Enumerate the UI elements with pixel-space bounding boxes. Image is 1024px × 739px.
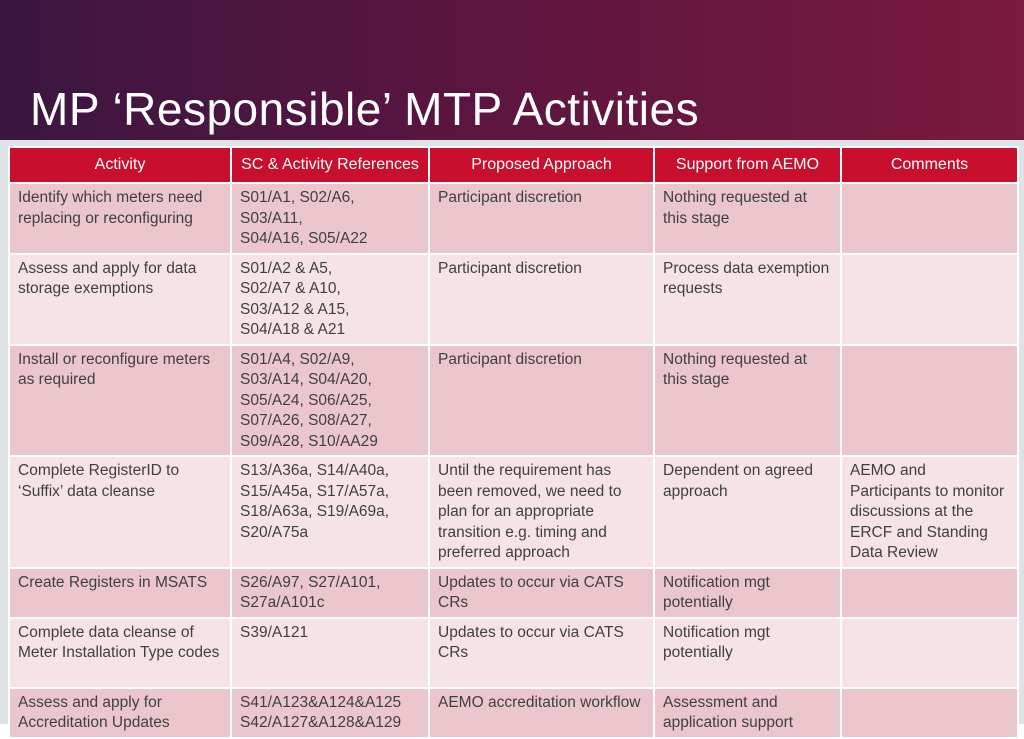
cell-references: S01/A2 & A5, S02/A7 & A10, S03/A12 & A15, S04/A18 & A21 bbox=[231, 254, 429, 345]
cell-approach: Participant discretion bbox=[429, 345, 654, 457]
cell-comments bbox=[841, 345, 1018, 457]
cell-support: Assessment and application support bbox=[654, 688, 841, 738]
cell-support: Nothing requested at this stage bbox=[654, 345, 841, 457]
cell-activity: Assess and apply for Accreditation Updates bbox=[9, 688, 231, 738]
cell-activity: Create Registers in MSATS bbox=[9, 568, 231, 618]
table-row bbox=[9, 568, 1018, 618]
table-row bbox=[9, 183, 1018, 254]
cell-activity: Install or reconfigure meters as required bbox=[9, 345, 231, 457]
cell-comments: AEMO and Participants to monitor discussions at the ERCF and Standing Data Review bbox=[841, 456, 1018, 568]
cell-approach: Updates to occur via CATS CRs bbox=[429, 568, 654, 618]
cell-references: S39/A121 bbox=[231, 618, 429, 688]
cell-approach: Updates to occur via CATS CRs bbox=[429, 618, 654, 688]
cell-approach: AEMO accreditation workflow bbox=[429, 688, 654, 738]
cell-comments bbox=[841, 254, 1018, 345]
cell-activity: Identify which meters need replacing or reconfiguring bbox=[9, 183, 231, 254]
cell-support: Notification mgt potentially bbox=[654, 618, 841, 688]
cell-comments bbox=[841, 568, 1018, 618]
header-approach: Proposed Approach bbox=[429, 147, 654, 183]
header-comments: Comments bbox=[841, 147, 1018, 183]
cell-support: Notification mgt potentially bbox=[654, 568, 841, 618]
activities-table bbox=[8, 146, 1019, 739]
slide-title: MP ‘Responsible’ MTP Activities bbox=[30, 83, 700, 135]
cell-activity: Complete RegisterID to ‘Suffix’ data cleanse bbox=[9, 456, 231, 568]
header-support: Support from AEMO bbox=[654, 147, 841, 183]
cell-approach: Participant discretion bbox=[429, 254, 654, 345]
table-header-row bbox=[9, 147, 1018, 183]
header-references: SC & Activity References bbox=[231, 147, 429, 183]
table-row bbox=[9, 688, 1018, 738]
table-row bbox=[9, 345, 1018, 457]
cell-references: S01/A1, S02/A6, S03/A11, S04/A16, S05/A22 bbox=[231, 183, 429, 254]
cell-support: Dependent on agreed approach bbox=[654, 456, 841, 568]
cell-references: S13/A36a, S14/A40a, S15/A45a, S17/A57a, S18/A63a, S19/A69a, S20/A75a bbox=[231, 456, 429, 568]
cell-activity: Assess and apply for data storage exemptions bbox=[9, 254, 231, 345]
cell-references: S41/A123&A124&A125 S42/A127&A128&A129 bbox=[231, 688, 429, 738]
header-activity: Activity bbox=[9, 147, 231, 183]
cell-references: S01/A4, S02/A9, S03/A14, S04/A20, S05/A24, S06/A25, S07/A26, S08/A27, S09/A28, S10/AA29 bbox=[231, 345, 429, 457]
cell-activity: Complete data cleanse of Meter Installation Type codes bbox=[9, 618, 231, 688]
cell-comments bbox=[841, 618, 1018, 688]
cell-approach: Participant discretion bbox=[429, 183, 654, 254]
table-row bbox=[9, 254, 1018, 345]
table-row bbox=[9, 456, 1018, 568]
cell-comments bbox=[841, 688, 1018, 738]
cell-comments bbox=[841, 183, 1018, 254]
cell-approach: Until the requirement has been removed, we need to plan for an appropriate transition e.g. timing and preferred approach bbox=[429, 456, 654, 568]
cell-support: Process data exemption requests bbox=[654, 254, 841, 345]
table-row bbox=[9, 618, 1018, 688]
cell-references: S26/A97, S27/A101, S27a/A101c bbox=[231, 568, 429, 618]
cell-support: Nothing requested at this stage bbox=[654, 183, 841, 254]
